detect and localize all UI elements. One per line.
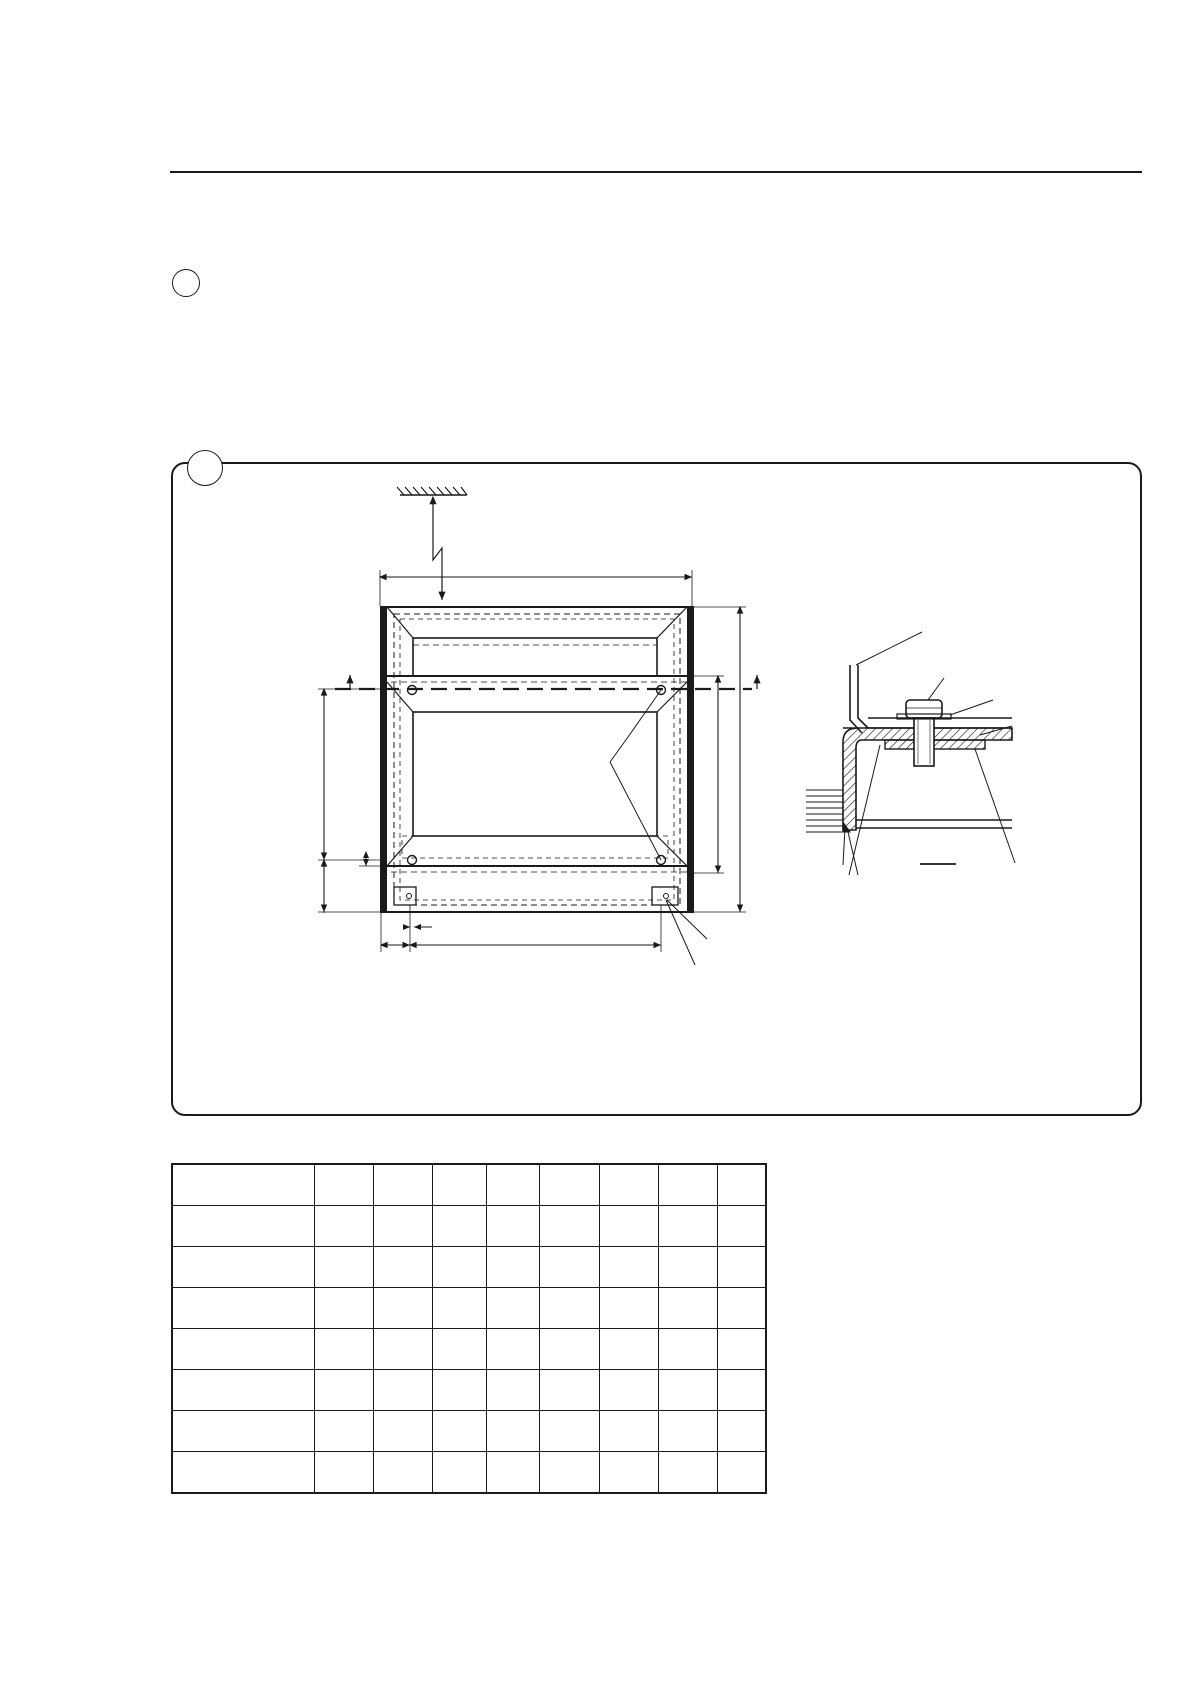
table-cell [373, 1247, 432, 1288]
table-cell [540, 1164, 599, 1206]
table-cell [717, 1164, 766, 1206]
section-view [806, 632, 1015, 875]
table-cell [599, 1164, 658, 1206]
table-cell [373, 1370, 432, 1411]
table-cell [717, 1247, 766, 1288]
table-cell [432, 1370, 486, 1411]
table-cell [373, 1164, 432, 1206]
table-cell [717, 1288, 766, 1329]
table-cell [314, 1206, 373, 1247]
table-cell [432, 1164, 486, 1206]
table-cell [717, 1411, 766, 1452]
table-cell [486, 1370, 540, 1411]
table-cell [314, 1329, 373, 1370]
table-cell [486, 1329, 540, 1370]
table-cell [717, 1329, 766, 1370]
table-cell [486, 1452, 540, 1494]
table-cell [658, 1164, 717, 1206]
table-cell [540, 1206, 599, 1247]
table-cell [540, 1411, 599, 1452]
table-row [172, 1452, 766, 1494]
table-cell [540, 1329, 599, 1370]
table-row [172, 1329, 766, 1370]
table-cell [717, 1452, 766, 1494]
front-view [318, 487, 757, 965]
table-cell [599, 1288, 658, 1329]
table-cell [486, 1247, 540, 1288]
table-cell [172, 1164, 314, 1206]
table-cell [599, 1452, 658, 1494]
table-cell [172, 1411, 314, 1452]
table-cell [540, 1370, 599, 1411]
table-cell [540, 1288, 599, 1329]
table-cell [172, 1329, 314, 1370]
table-cell [373, 1329, 432, 1370]
table-cell [599, 1329, 658, 1370]
table-cell [486, 1164, 540, 1206]
table-row [172, 1370, 766, 1411]
table-cell [717, 1206, 766, 1247]
table-row [172, 1247, 766, 1288]
table-cell [373, 1452, 432, 1494]
table-cell [658, 1329, 717, 1370]
table-row [172, 1288, 766, 1329]
table-cell [432, 1452, 486, 1494]
table-cell [172, 1206, 314, 1247]
table-cell [658, 1370, 717, 1411]
ceiling-support [397, 487, 467, 600]
table-cell [658, 1452, 717, 1494]
table-cell [540, 1452, 599, 1494]
table-cell [373, 1288, 432, 1329]
table-cell [717, 1370, 766, 1411]
table-cell [373, 1206, 432, 1247]
table-cell [599, 1206, 658, 1247]
table-cell [314, 1370, 373, 1411]
table-cell [486, 1288, 540, 1329]
table-cell [486, 1206, 540, 1247]
table-cell [658, 1288, 717, 1329]
table-cell [314, 1164, 373, 1206]
table-cell [599, 1247, 658, 1288]
table-cell [314, 1247, 373, 1288]
table-cell [658, 1206, 717, 1247]
table-cell [432, 1288, 486, 1329]
table-row [172, 1411, 766, 1452]
table-cell [599, 1370, 658, 1411]
table-cell [432, 1247, 486, 1288]
table-row [172, 1164, 766, 1206]
table-cell [314, 1288, 373, 1329]
table-cell [373, 1411, 432, 1452]
table-cell [540, 1247, 599, 1288]
spec-table [171, 1163, 767, 1494]
table-cell [314, 1452, 373, 1494]
table-cell [314, 1411, 373, 1452]
table-cell [432, 1206, 486, 1247]
table-cell [432, 1329, 486, 1370]
table-cell [172, 1288, 314, 1329]
table-cell [486, 1411, 540, 1452]
table-cell [599, 1411, 658, 1452]
table-cell [658, 1411, 717, 1452]
table-cell [172, 1452, 314, 1494]
table-cell [432, 1411, 486, 1452]
table-cell [658, 1247, 717, 1288]
table-cell [172, 1247, 314, 1288]
table-row [172, 1206, 766, 1247]
table-cell [172, 1370, 314, 1411]
